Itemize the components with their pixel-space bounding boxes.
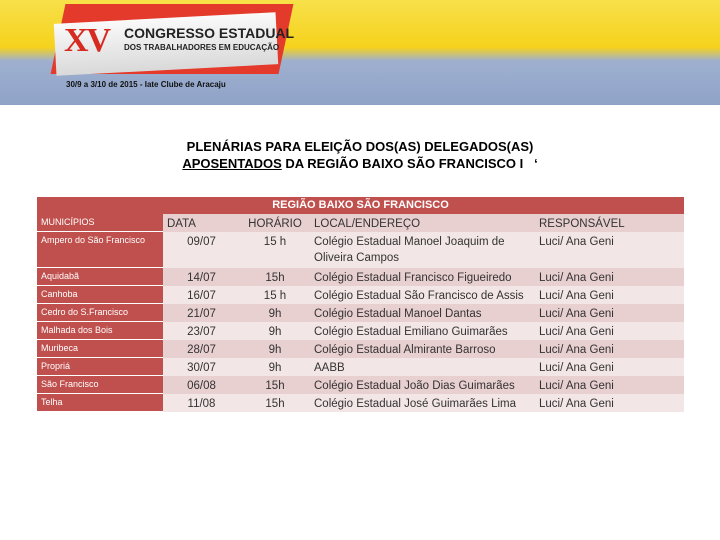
responsible-cell: Luci/ Ana Geni <box>539 236 614 248</box>
location-cell: Colégio Estadual José Guimarães Lima <box>314 398 516 410</box>
municipio-cell: Aquidabã <box>37 268 163 285</box>
time-cell: 9h <box>268 344 282 356</box>
responsible-cell: Luci/ Ana Geni <box>539 380 614 392</box>
date-cell: 21/07 <box>187 308 216 320</box>
location-cell: Colégio Estadual Manoel Dantas <box>314 308 482 320</box>
responsible-cell: Luci/ Ana Geni <box>539 398 614 410</box>
banner-title: CONGRESSO ESTADUAL <box>124 25 295 41</box>
municipio-cell: Propriá <box>37 358 163 375</box>
municipio-cell: Ampero do São Francisco <box>37 232 163 267</box>
banner-subtitle: DOS TRABALHADORES EM EDUCAÇÃO <box>124 43 280 52</box>
date-cell: 23/07 <box>187 326 216 338</box>
congress-banner <box>0 0 720 105</box>
title-rest: DA REGIÃO BAIXO SÃO FRANCISCO I ‘ <box>281 156 538 171</box>
time-cell: 15h <box>265 398 285 410</box>
time-cell: 9h <box>268 362 282 374</box>
header-date-cell: DATA <box>167 218 196 230</box>
responsible-cell: Luci/ Ana Geni <box>539 290 614 302</box>
responsible-cell: Luci/ Ana Geni <box>539 344 614 356</box>
responsible-cell: Luci/ Ana Geni <box>539 308 614 320</box>
date-cell: 11/08 <box>187 398 216 410</box>
time-cell: 15 h <box>263 236 287 248</box>
location-cell: Colégio Estadual Emiliano Guimarães <box>314 326 508 338</box>
location-cell: Colégio Estadual Almirante Barroso <box>314 344 496 356</box>
municipio-cell: Telha <box>37 394 163 411</box>
location-cell: AABB <box>314 362 345 374</box>
page-title-line1: PLENÁRIAS PARA ELEIÇÃO DOS(AS) DELEGADOS(AS) <box>186 139 534 154</box>
municipio-cell: Canhoba <box>37 286 163 303</box>
location-cell: Colégio Estadual Manoel Joaquim de Oliveira Campos <box>314 236 505 264</box>
location-cell: Colégio Estadual Francisco Figueiredo <box>314 272 512 284</box>
page-title-line2 <box>0 156 720 171</box>
time-cell: 9h <box>268 326 282 338</box>
date-cell: 14/07 <box>187 272 216 284</box>
location-cell: Colégio Estadual João Dias Guimarães <box>314 380 515 392</box>
time-cell: 15h <box>265 272 285 284</box>
date-cell: 28/07 <box>187 344 216 356</box>
header-location-cell: LOCAL/ENDEREÇO <box>314 218 421 230</box>
header-time-cell: HORÁRIO <box>248 218 302 230</box>
banner-logo-xv: XV <box>64 22 110 59</box>
date-cell: 16/07 <box>187 290 216 302</box>
banner-dates: 30/9 a 3/10 de 2015 - Iate Clube de Aracaju <box>66 80 226 89</box>
header-responsible-cell: RESPONSÁVEL <box>539 218 625 230</box>
responsible-cell: Luci/ Ana Geni <box>539 326 614 338</box>
municipio-cell: Malhada dos Bois <box>37 322 163 339</box>
location-cell: Colégio Estadual São Francisco de Assis <box>314 290 524 302</box>
time-cell: 15 h <box>263 290 287 302</box>
date-cell: 30/07 <box>187 362 216 374</box>
header-municipios: MUNICÍPIOS <box>37 214 163 231</box>
title-underlined: APOSENTADOS <box>182 156 282 171</box>
date-cell: 09/07 <box>187 236 216 248</box>
responsible-cell: Luci/ Ana Geni <box>539 362 614 374</box>
municipio-cell: Cedro do S.Francisco <box>37 304 163 321</box>
municipio-cell: São Francisco <box>37 376 163 393</box>
responsible-cell: Luci/ Ana Geni <box>539 272 614 284</box>
municipio-cell: Muribeca <box>37 340 163 357</box>
time-cell: 15h <box>265 380 285 392</box>
region-header: REGIÃO BAIXO SÃO FRANCISCO <box>37 197 684 214</box>
date-cell: 06/08 <box>187 380 216 392</box>
time-cell: 9h <box>268 308 282 320</box>
